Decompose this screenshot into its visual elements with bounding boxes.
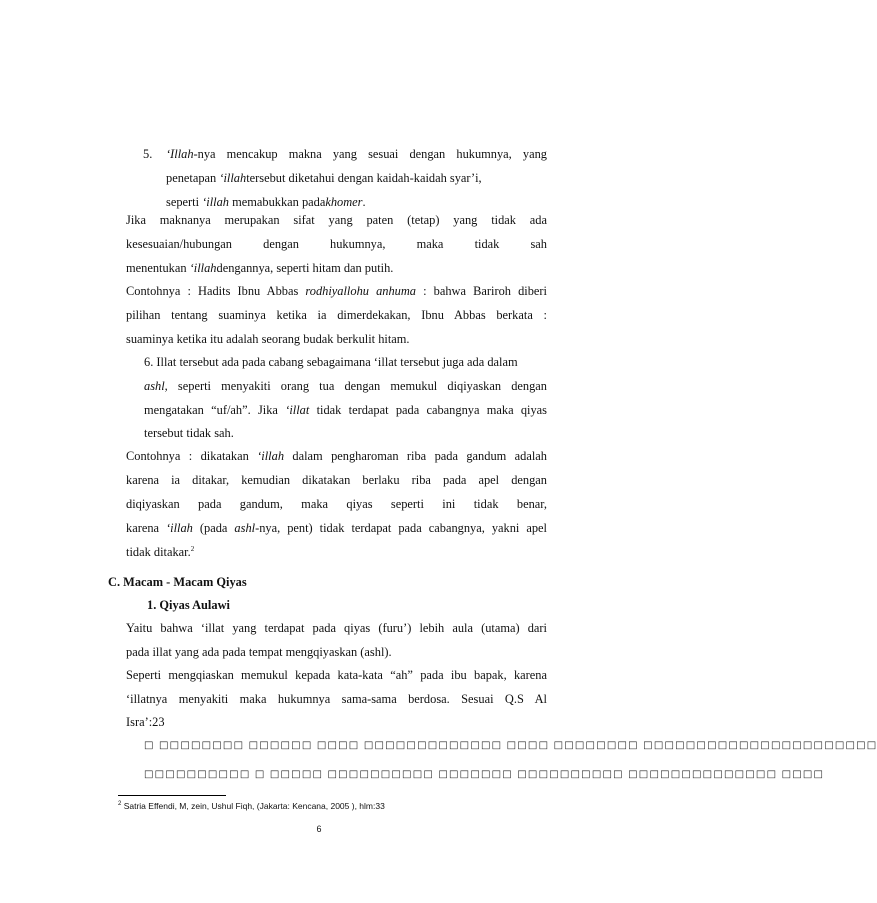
contoh2-line4: karena ‘illah (pada ashl-nya, pent) tidak terdapat pada cabangnya, yakni apel	[126, 521, 547, 535]
item6-line4: tersebut tidak sah.	[144, 426, 234, 440]
contoh1-line3: suaminya ketika itu adalah seorang budak berkulit hitam.	[126, 332, 410, 346]
item6-line2: ashl, seperti menyakiti orang tua dengan memukul diqiyaskan dengan	[144, 379, 547, 393]
item5-line3: seperti ‘illah memabukkan padakhomer.	[166, 195, 366, 209]
contoh2-line3: diqiyaskan pada gandum, maka qiyas seperti ini tidak benar,	[126, 497, 547, 511]
subsection-qiyas-aulawi: 1. Qiyas Aulawi	[147, 598, 230, 612]
item5-line2: penetapan ‘illahtersebut diketahui dengan kaidah-kaidah syar’i,	[166, 171, 482, 185]
para-jika-line2: kesesuaian/hubungan dengan hukumnya, maka tidak sah	[126, 237, 547, 251]
item5-line1: ‘Illah-nya mencakup makna yang sesuai dengan hukumnya, yang	[166, 147, 547, 161]
footnote-ref: 2	[190, 545, 195, 553]
contoh2-line5: tidak ditakar.$^2$	[126, 545, 195, 559]
section-c-heading: C. Macam - Macam Qiyas	[108, 575, 247, 589]
item6-line1: 6. Illat tersebut ada pada cabang sebagaimana ‘illat tersebut juga ada dalam	[144, 355, 518, 369]
contoh2-line1: Contohnya : dikatakan ‘illah dalam pengharoman riba pada gandum adalah	[126, 449, 548, 463]
contoh1-line1: Contohnya : Hadits Ibnu Abbas rodhiyallohu anhuma : bahwa Bariroh diberi	[126, 284, 547, 298]
contoh1-line2: pilihan tentang suaminya ketika ia dimerdekakan, Ibnu Abbas berkata :	[126, 308, 547, 322]
section-c-p1-line1: Yaitu bahwa ‘illat yang terdapat pada qiyas (furu’) lebih aula (utama) dari	[126, 621, 547, 635]
footnote: $^2$ Satria Effendi, M, zein, Ushul Fiqh, (Jakarta: Kencana, 2005 ), hlm:33	[118, 801, 385, 811]
page-number: 6	[316, 824, 322, 834]
footnote-divider	[118, 795, 226, 796]
section-c-p2-line1: Seperti mengqiaskan memukul kepada kata-kata “ah” pada ibu bapak, karena	[126, 668, 547, 682]
arabic-verse-line1: □ □□□□□□□□ □□□□□□ □□□□ □□□□□□□□□□□□□ □□□□ □□□□□□□□ □□□□□□□□□□□□□□□□□□□□□□	[144, 740, 877, 751]
item5-number: 5.	[143, 147, 153, 161]
para-jika-line1: Jika maknanya merupakan sifat yang paten (tetap) yang tidak ada	[126, 213, 547, 227]
para-jika-line3: menentukan ‘illahdengannya, seperti hitam dan putih.	[126, 261, 394, 275]
contoh2-line2: karena ia ditakar, kemudian dikatakan berlaku riba pada apel dengan	[126, 473, 547, 487]
section-c-p1-line2: pada illat yang ada pada tempat mengqiyaskan (ashl).	[126, 645, 392, 659]
section-c-p2-line3: Isra’:23	[126, 715, 165, 729]
item6-line3: mengatakan “uf/ah”. Jika ‘illat tidak terdapat pada cabangnya maka qiyas	[144, 403, 547, 417]
section-c-p2-line2: ‘illatnya menyakiti maka hukumnya sama-sama berdosa. Sesuai Q.S Al	[126, 692, 547, 706]
arabic-verse-line2: □□□□□□□□□□ □ □□□□□ □□□□□□□□□□ □□□□□□□ □□□□□□□□□□ □□□□□□□□□□□□□□ □□□□	[144, 769, 825, 780]
